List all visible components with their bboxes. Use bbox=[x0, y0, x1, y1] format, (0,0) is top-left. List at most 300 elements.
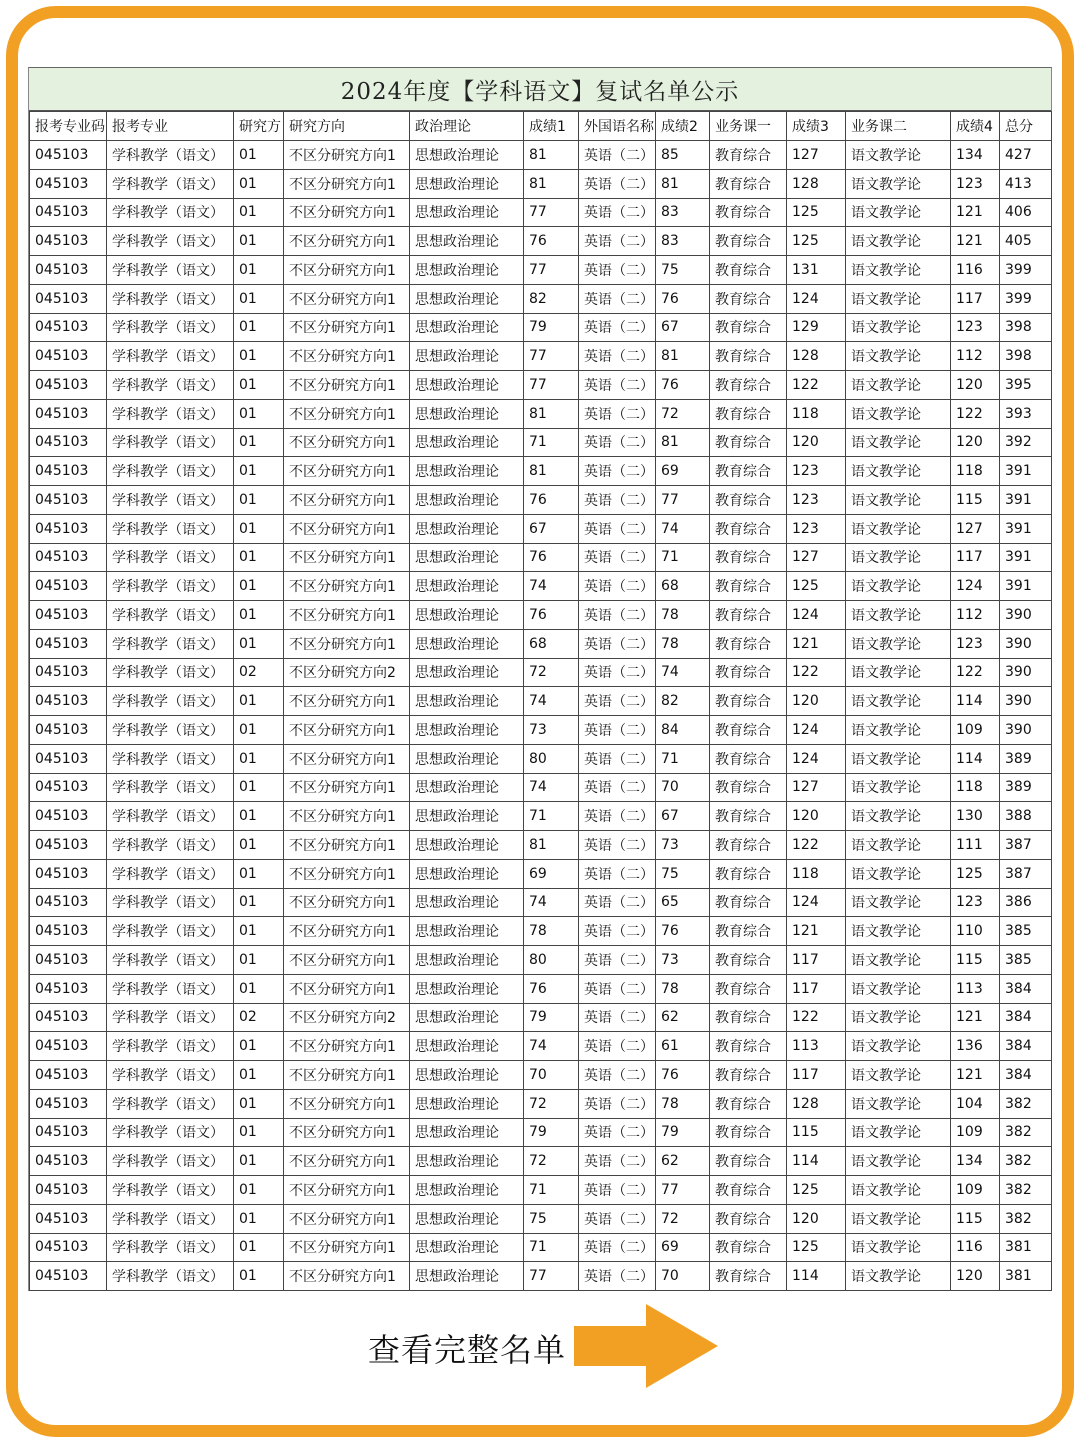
table-cell: 117 bbox=[787, 946, 846, 975]
table-cell: 78 bbox=[656, 1089, 710, 1118]
table-cell: 045103 bbox=[30, 1003, 107, 1032]
table-cell: 思想政治理论 bbox=[410, 1118, 524, 1147]
table-cell: 112 bbox=[951, 342, 1000, 371]
table-cell: 65 bbox=[656, 888, 710, 917]
table-cell: 045103 bbox=[30, 773, 107, 802]
table-cell: 语文教学论 bbox=[846, 428, 951, 457]
table-cell: 语文教学论 bbox=[846, 1176, 951, 1205]
table-cell: 英语（二） bbox=[579, 486, 656, 515]
table-cell: 70 bbox=[656, 1262, 710, 1291]
table-cell: 语文教学论 bbox=[846, 859, 951, 888]
table-cell: 教育综合 bbox=[710, 658, 787, 687]
table-cell: 语文教学论 bbox=[846, 371, 951, 400]
table-cell: 英语（二） bbox=[579, 1032, 656, 1061]
table-cell: 382 bbox=[1000, 1204, 1052, 1233]
table-cell: 语文教学论 bbox=[846, 399, 951, 428]
view-full-list-label[interactable]: 查看完整名单 bbox=[368, 1331, 567, 1369]
table-cell: 045103 bbox=[30, 687, 107, 716]
table-cell: 427 bbox=[1000, 141, 1052, 170]
table-cell: 不区分研究方向1 bbox=[284, 543, 410, 572]
table-cell: 392 bbox=[1000, 428, 1052, 457]
table-cell: 109 bbox=[951, 1176, 1000, 1205]
table-cell: 英语（二） bbox=[579, 256, 656, 285]
table-cell: 72 bbox=[524, 1089, 579, 1118]
table-cell: 思想政治理论 bbox=[410, 974, 524, 1003]
table-cell: 学科教学（语文） bbox=[107, 946, 234, 975]
table-cell: 79 bbox=[524, 1118, 579, 1147]
table-cell: 045103 bbox=[30, 716, 107, 745]
table-cell: 思想政治理论 bbox=[410, 1262, 524, 1291]
table-cell: 78 bbox=[656, 629, 710, 658]
table-cell: 思想政治理论 bbox=[410, 658, 524, 687]
table-cell: 130 bbox=[951, 802, 1000, 831]
table-cell: 语文教学论 bbox=[846, 601, 951, 630]
table-row bbox=[30, 1118, 1052, 1147]
table-cell: 学科教学（语文） bbox=[107, 859, 234, 888]
table-cell: 思想政治理论 bbox=[410, 831, 524, 860]
table-cell: 121 bbox=[951, 227, 1000, 256]
table-cell: 67 bbox=[656, 313, 710, 342]
table-row bbox=[30, 227, 1052, 256]
table-cell: 76 bbox=[524, 974, 579, 1003]
table-cell: 045103 bbox=[30, 888, 107, 917]
table-cell: 01 bbox=[234, 514, 284, 543]
table-cell: 72 bbox=[656, 399, 710, 428]
table-cell: 111 bbox=[951, 831, 1000, 860]
table-cell: 学科教学（语文） bbox=[107, 1003, 234, 1032]
table-cell: 01 bbox=[234, 716, 284, 745]
table-cell: 69 bbox=[656, 1233, 710, 1262]
table-cell: 399 bbox=[1000, 284, 1052, 313]
sheet-title: 2024年度【学科语文】复试名单公示 bbox=[29, 68, 1051, 111]
table-cell: 01 bbox=[234, 1176, 284, 1205]
table-cell: 学科教学（语文） bbox=[107, 1118, 234, 1147]
table-cell: 不区分研究方向1 bbox=[284, 141, 410, 170]
table-cell: 不区分研究方向1 bbox=[284, 256, 410, 285]
table-cell: 不区分研究方向1 bbox=[284, 917, 410, 946]
table-cell: 045103 bbox=[30, 629, 107, 658]
table-cell: 教育综合 bbox=[710, 428, 787, 457]
table-cell: 390 bbox=[1000, 716, 1052, 745]
table-cell: 学科教学（语文） bbox=[107, 1204, 234, 1233]
table-cell: 70 bbox=[656, 773, 710, 802]
table-cell: 思想政治理论 bbox=[410, 1032, 524, 1061]
table-cell: 思想政治理论 bbox=[410, 284, 524, 313]
table-cell: 教育综合 bbox=[710, 1204, 787, 1233]
table-cell: 391 bbox=[1000, 543, 1052, 572]
table-cell: 不区分研究方向2 bbox=[284, 1003, 410, 1032]
column-header: 报考专业 bbox=[107, 112, 234, 141]
table-cell: 80 bbox=[524, 744, 579, 773]
table-cell: 语文教学论 bbox=[846, 1262, 951, 1291]
table-cell: 77 bbox=[524, 198, 579, 227]
table-cell: 121 bbox=[951, 1003, 1000, 1032]
table-cell: 045103 bbox=[30, 399, 107, 428]
table-cell: 120 bbox=[787, 802, 846, 831]
table-cell: 114 bbox=[787, 1147, 846, 1176]
table-cell: 77 bbox=[656, 486, 710, 515]
table-cell: 128 bbox=[787, 342, 846, 371]
table-cell: 390 bbox=[1000, 629, 1052, 658]
table-row bbox=[30, 342, 1052, 371]
table-row bbox=[30, 716, 1052, 745]
table-cell: 教育综合 bbox=[710, 1176, 787, 1205]
table-cell: 124 bbox=[951, 572, 1000, 601]
table-cell: 学科教学（语文） bbox=[107, 457, 234, 486]
table-cell: 113 bbox=[787, 1032, 846, 1061]
table-cell: 76 bbox=[524, 601, 579, 630]
table-cell: 118 bbox=[951, 457, 1000, 486]
table-cell: 教育综合 bbox=[710, 687, 787, 716]
table-cell: 语文教学论 bbox=[846, 572, 951, 601]
table-cell: 75 bbox=[656, 256, 710, 285]
table-cell: 134 bbox=[951, 141, 1000, 170]
table-cell: 118 bbox=[787, 859, 846, 888]
table-cell: 思想政治理论 bbox=[410, 514, 524, 543]
table-cell: 01 bbox=[234, 802, 284, 831]
table-cell: 01 bbox=[234, 313, 284, 342]
table-cell: 学科教学（语文） bbox=[107, 974, 234, 1003]
table-cell: 学科教学（语文） bbox=[107, 256, 234, 285]
table-cell: 045103 bbox=[30, 974, 107, 1003]
table-cell: 不区分研究方向1 bbox=[284, 1204, 410, 1233]
table-row bbox=[30, 1233, 1052, 1262]
table-cell: 教育综合 bbox=[710, 917, 787, 946]
table-cell: 英语（二） bbox=[579, 399, 656, 428]
table-cell: 英语（二） bbox=[579, 169, 656, 198]
table-cell: 语文教学论 bbox=[846, 457, 951, 486]
table-row bbox=[30, 917, 1052, 946]
table-cell: 学科教学（语文） bbox=[107, 716, 234, 745]
table-cell: 思想政治理论 bbox=[410, 256, 524, 285]
table-cell: 思想政治理论 bbox=[410, 313, 524, 342]
table-cell: 语文教学论 bbox=[846, 1032, 951, 1061]
table-cell: 120 bbox=[787, 687, 846, 716]
table-cell: 74 bbox=[656, 658, 710, 687]
table-cell: 77 bbox=[524, 1262, 579, 1291]
table-cell: 教育综合 bbox=[710, 1089, 787, 1118]
table-row bbox=[30, 1032, 1052, 1061]
table-cell: 不区分研究方向1 bbox=[284, 572, 410, 601]
table-cell: 115 bbox=[787, 1118, 846, 1147]
table-cell: 学科教学（语文） bbox=[107, 141, 234, 170]
table-cell: 045103 bbox=[30, 1176, 107, 1205]
table-cell: 英语（二） bbox=[579, 1089, 656, 1118]
table-cell: 127 bbox=[787, 543, 846, 572]
table-cell: 学科教学（语文） bbox=[107, 773, 234, 802]
table-row bbox=[30, 1262, 1052, 1291]
table-cell: 不区分研究方向1 bbox=[284, 514, 410, 543]
table-cell: 01 bbox=[234, 1032, 284, 1061]
table-cell: 75 bbox=[524, 1204, 579, 1233]
table-cell: 71 bbox=[524, 428, 579, 457]
table-cell: 教育综合 bbox=[710, 601, 787, 630]
table-row bbox=[30, 802, 1052, 831]
table-cell: 77 bbox=[524, 342, 579, 371]
table-cell: 学科教学（语文） bbox=[107, 1089, 234, 1118]
table-cell: 112 bbox=[951, 601, 1000, 630]
table-cell: 语文教学论 bbox=[846, 658, 951, 687]
table-cell: 语文教学论 bbox=[846, 1147, 951, 1176]
table-cell: 045103 bbox=[30, 1147, 107, 1176]
table-cell: 390 bbox=[1000, 658, 1052, 687]
table-cell: 01 bbox=[234, 859, 284, 888]
table-cell: 01 bbox=[234, 256, 284, 285]
table-cell: 学科教学（语文） bbox=[107, 601, 234, 630]
table-cell: 英语（二） bbox=[579, 1262, 656, 1291]
table-cell: 82 bbox=[656, 687, 710, 716]
table-cell: 教育综合 bbox=[710, 399, 787, 428]
table-cell: 不区分研究方向1 bbox=[284, 744, 410, 773]
table-cell: 114 bbox=[951, 687, 1000, 716]
table-cell: 学科教学（语文） bbox=[107, 572, 234, 601]
table-cell: 英语（二） bbox=[579, 917, 656, 946]
table-cell: 413 bbox=[1000, 169, 1052, 198]
table-cell: 教育综合 bbox=[710, 1262, 787, 1291]
table-cell: 学科教学（语文） bbox=[107, 227, 234, 256]
table-cell: 382 bbox=[1000, 1118, 1052, 1147]
table-cell: 英语（二） bbox=[579, 601, 656, 630]
table-cell: 不区分研究方向1 bbox=[284, 486, 410, 515]
table-cell: 134 bbox=[951, 1147, 1000, 1176]
table-cell: 74 bbox=[524, 572, 579, 601]
table-cell: 学科教学（语文） bbox=[107, 1147, 234, 1176]
table-cell: 125 bbox=[787, 198, 846, 227]
table-cell: 390 bbox=[1000, 601, 1052, 630]
table-cell: 不区分研究方向1 bbox=[284, 773, 410, 802]
table-cell: 122 bbox=[787, 658, 846, 687]
table-cell: 70 bbox=[524, 1061, 579, 1090]
table-cell: 382 bbox=[1000, 1089, 1052, 1118]
table-row bbox=[30, 974, 1052, 1003]
table-cell: 123 bbox=[951, 629, 1000, 658]
table-cell: 390 bbox=[1000, 687, 1052, 716]
table-cell: 82 bbox=[524, 284, 579, 313]
table-row bbox=[30, 946, 1052, 975]
table-cell: 学科教学（语文） bbox=[107, 1176, 234, 1205]
table-cell: 不区分研究方向1 bbox=[284, 1176, 410, 1205]
table-cell: 113 bbox=[951, 974, 1000, 1003]
table-cell: 01 bbox=[234, 227, 284, 256]
table-cell: 不区分研究方向1 bbox=[284, 629, 410, 658]
right-arrow-icon[interactable] bbox=[574, 1304, 718, 1388]
table-cell: 124 bbox=[787, 716, 846, 745]
column-header: 成绩4 bbox=[951, 112, 1000, 141]
table-cell: 045103 bbox=[30, 859, 107, 888]
table-cell: 01 bbox=[234, 486, 284, 515]
table-cell: 学科教学（语文） bbox=[107, 888, 234, 917]
table-cell: 62 bbox=[656, 1147, 710, 1176]
table-cell: 118 bbox=[951, 773, 1000, 802]
results-table bbox=[29, 111, 1052, 1291]
table-cell: 语文教学论 bbox=[846, 888, 951, 917]
table-cell: 01 bbox=[234, 1147, 284, 1176]
table-cell: 不区分研究方向2 bbox=[284, 658, 410, 687]
table-cell: 语文教学论 bbox=[846, 629, 951, 658]
table-row bbox=[30, 1003, 1052, 1032]
table-cell: 74 bbox=[656, 514, 710, 543]
table-cell: 85 bbox=[656, 141, 710, 170]
table-cell: 398 bbox=[1000, 313, 1052, 342]
table-cell: 英语（二） bbox=[579, 428, 656, 457]
table-row bbox=[30, 428, 1052, 457]
table-cell: 思想政治理论 bbox=[410, 1233, 524, 1262]
table-row bbox=[30, 773, 1052, 802]
table-cell: 英语（二） bbox=[579, 1233, 656, 1262]
table-cell: 学科教学（语文） bbox=[107, 313, 234, 342]
table-cell: 语文教学论 bbox=[846, 974, 951, 1003]
table-header-row bbox=[30, 112, 1052, 141]
table-cell: 英语（二） bbox=[579, 716, 656, 745]
table-cell: 045103 bbox=[30, 514, 107, 543]
table-cell: 79 bbox=[524, 313, 579, 342]
table-cell: 教育综合 bbox=[710, 1233, 787, 1262]
table-cell: 英语（二） bbox=[579, 457, 656, 486]
table-cell: 136 bbox=[951, 1032, 1000, 1061]
table-cell: 01 bbox=[234, 543, 284, 572]
table-row bbox=[30, 629, 1052, 658]
table-cell: 教育综合 bbox=[710, 744, 787, 773]
table-cell: 114 bbox=[951, 744, 1000, 773]
table-cell: 不区分研究方向1 bbox=[284, 946, 410, 975]
table-row bbox=[30, 514, 1052, 543]
table-cell: 思想政治理论 bbox=[410, 457, 524, 486]
table-cell: 01 bbox=[234, 1089, 284, 1118]
table-cell: 76 bbox=[524, 486, 579, 515]
table-cell: 教育综合 bbox=[710, 1147, 787, 1176]
table-cell: 01 bbox=[234, 399, 284, 428]
table-cell: 01 bbox=[234, 601, 284, 630]
table-cell: 教育综合 bbox=[710, 974, 787, 1003]
table-cell: 语文教学论 bbox=[846, 773, 951, 802]
table-cell: 英语（二） bbox=[579, 744, 656, 773]
table-cell: 英语（二） bbox=[579, 629, 656, 658]
table-cell: 01 bbox=[234, 169, 284, 198]
table-cell: 045103 bbox=[30, 486, 107, 515]
table-cell: 045103 bbox=[30, 1233, 107, 1262]
table-cell: 80 bbox=[524, 946, 579, 975]
table-cell: 76 bbox=[656, 284, 710, 313]
table-cell: 81 bbox=[524, 141, 579, 170]
table-cell: 125 bbox=[787, 1233, 846, 1262]
table-cell: 语文教学论 bbox=[846, 169, 951, 198]
table-cell: 045103 bbox=[30, 313, 107, 342]
column-header: 研究方 bbox=[234, 112, 284, 141]
table-cell: 121 bbox=[951, 198, 1000, 227]
table-cell: 76 bbox=[524, 543, 579, 572]
table-cell: 英语（二） bbox=[579, 1118, 656, 1147]
table-cell: 思想政治理论 bbox=[410, 1176, 524, 1205]
table-cell: 英语（二） bbox=[579, 831, 656, 860]
table-cell: 122 bbox=[787, 831, 846, 860]
table-cell: 121 bbox=[787, 629, 846, 658]
table-cell: 123 bbox=[787, 486, 846, 515]
table-cell: 学科教学（语文） bbox=[107, 831, 234, 860]
column-header: 业务课一 bbox=[710, 112, 787, 141]
table-cell: 71 bbox=[524, 802, 579, 831]
table-cell: 思想政治理论 bbox=[410, 169, 524, 198]
table-cell: 73 bbox=[656, 946, 710, 975]
table-cell: 英语（二） bbox=[579, 802, 656, 831]
table-cell: 045103 bbox=[30, 658, 107, 687]
table-cell: 121 bbox=[951, 1061, 1000, 1090]
table-cell: 109 bbox=[951, 716, 1000, 745]
table-cell: 71 bbox=[656, 744, 710, 773]
table-cell: 384 bbox=[1000, 1032, 1052, 1061]
table-cell: 语文教学论 bbox=[846, 716, 951, 745]
table-cell: 75 bbox=[656, 859, 710, 888]
table-cell: 思想政治理论 bbox=[410, 371, 524, 400]
table-cell: 思想政治理论 bbox=[410, 629, 524, 658]
table-cell: 122 bbox=[787, 1003, 846, 1032]
table-cell: 398 bbox=[1000, 342, 1052, 371]
table-cell: 01 bbox=[234, 629, 284, 658]
table-cell: 118 bbox=[787, 399, 846, 428]
table-cell: 122 bbox=[787, 371, 846, 400]
table-cell: 385 bbox=[1000, 917, 1052, 946]
table-cell: 语文教学论 bbox=[846, 831, 951, 860]
table-cell: 83 bbox=[656, 198, 710, 227]
table-cell: 68 bbox=[656, 572, 710, 601]
table-row bbox=[30, 543, 1052, 572]
table-cell: 124 bbox=[787, 601, 846, 630]
table-cell: 406 bbox=[1000, 198, 1052, 227]
table-cell: 124 bbox=[787, 284, 846, 313]
table-cell: 01 bbox=[234, 284, 284, 313]
table-cell: 045103 bbox=[30, 141, 107, 170]
table-cell: 71 bbox=[524, 1233, 579, 1262]
table-cell: 78 bbox=[656, 601, 710, 630]
table-row bbox=[30, 1176, 1052, 1205]
table-cell: 045103 bbox=[30, 1032, 107, 1061]
table-cell: 388 bbox=[1000, 802, 1052, 831]
table-cell: 389 bbox=[1000, 773, 1052, 802]
table-cell: 语文教学论 bbox=[846, 1061, 951, 1090]
table-cell: 045103 bbox=[30, 169, 107, 198]
table-cell: 语文教学论 bbox=[846, 313, 951, 342]
table-cell: 387 bbox=[1000, 859, 1052, 888]
table-row bbox=[30, 169, 1052, 198]
table-cell: 67 bbox=[524, 514, 579, 543]
table-cell: 104 bbox=[951, 1089, 1000, 1118]
table-cell: 不区分研究方向1 bbox=[284, 1032, 410, 1061]
table-cell: 教育综合 bbox=[710, 284, 787, 313]
table-cell: 01 bbox=[234, 974, 284, 1003]
table-cell: 教育综合 bbox=[710, 486, 787, 515]
table-cell: 125 bbox=[951, 859, 1000, 888]
table-cell: 语文教学论 bbox=[846, 514, 951, 543]
table-cell: 045103 bbox=[30, 1089, 107, 1118]
table-cell: 78 bbox=[524, 917, 579, 946]
table-cell: 语文教学论 bbox=[846, 1204, 951, 1233]
table-row bbox=[30, 1204, 1052, 1233]
table-cell: 117 bbox=[787, 1061, 846, 1090]
table-cell: 思想政治理论 bbox=[410, 342, 524, 371]
table-cell: 教育综合 bbox=[710, 946, 787, 975]
table-row bbox=[30, 1089, 1052, 1118]
table-cell: 382 bbox=[1000, 1176, 1052, 1205]
table-cell: 英语（二） bbox=[579, 859, 656, 888]
table-cell: 思想政治理论 bbox=[410, 1147, 524, 1176]
table-cell: 学科教学（语文） bbox=[107, 342, 234, 371]
table-cell: 不区分研究方向1 bbox=[284, 601, 410, 630]
table-cell: 045103 bbox=[30, 917, 107, 946]
table-cell: 不区分研究方向1 bbox=[284, 1147, 410, 1176]
table-cell: 语文教学论 bbox=[846, 543, 951, 572]
table-cell: 73 bbox=[524, 716, 579, 745]
table-cell: 语文教学论 bbox=[846, 342, 951, 371]
table-cell: 思想政治理论 bbox=[410, 227, 524, 256]
